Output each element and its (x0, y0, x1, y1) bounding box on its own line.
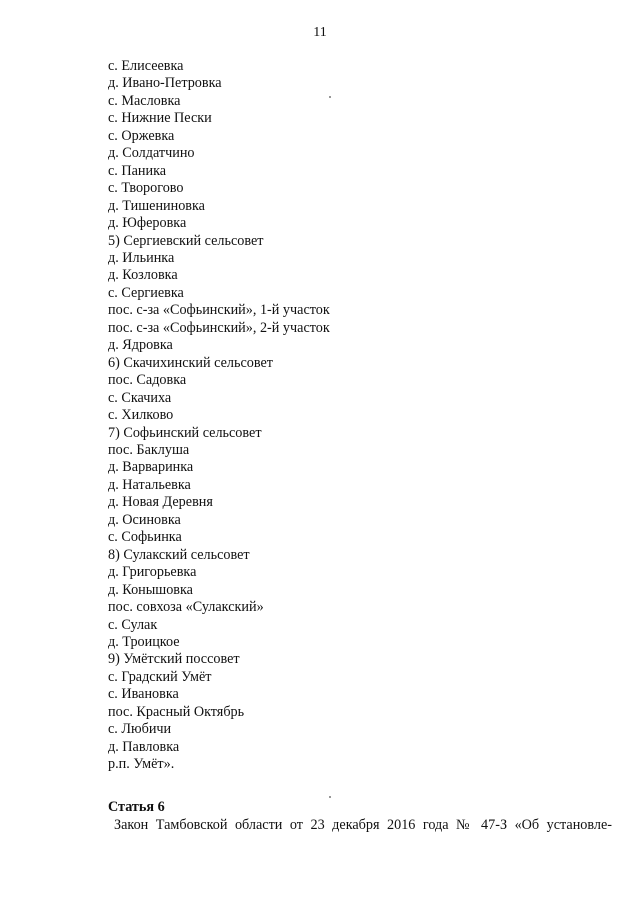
locality-item: пос. с-за «Софьинский», 2-й участок (108, 319, 330, 336)
locality-item: с. Скачиха (108, 389, 172, 406)
locality-item: д. Тишениновка (108, 197, 205, 214)
locality-item: с. Масловка (108, 92, 181, 109)
article-text: Закон Тамбовской области от 23 декабря 2016 года № 47-З «Об установле- (114, 817, 612, 833)
locality-item: д. Троицкое (108, 633, 180, 650)
council-heading: 9) Умётский поссовет (108, 651, 240, 668)
locality-item: д. Юферовка (108, 215, 187, 232)
scan-speck (329, 96, 331, 98)
council-heading: 8) Сулакский сельсовет (108, 546, 250, 563)
locality-item: с. Градский Умёт (108, 668, 212, 685)
locality-item: с. Сергиевка (108, 284, 184, 301)
locality-item: пос. Садовка (108, 372, 187, 389)
council-heading: 7) Софьинский сельсовет (108, 424, 262, 441)
locality-item: д. Козловка (108, 267, 178, 284)
locality-item: д. Григорьевка (108, 564, 197, 581)
locality-item: с. Любичи (108, 721, 172, 738)
locality-item: пос. Баклуша (108, 441, 190, 458)
locality-item: р.п. Умёт». (108, 756, 175, 773)
locality-item: д. Натальевка (108, 476, 191, 493)
locality-item: с. Ивановка (108, 686, 179, 703)
locality-item: д. Варваринка (108, 459, 194, 476)
locality-item: пос. совхоза «Сулакский» (108, 599, 264, 616)
locality-item: д. Новая Деревня (108, 494, 213, 511)
council-heading: 5) Сергиевский сельсовет (108, 232, 264, 249)
locality-item: с. Софьинка (108, 529, 182, 546)
scan-speck (329, 796, 331, 798)
locality-item: пос. с-за «Софьинский», 1-й участок (108, 302, 330, 319)
locality-item: с. Хилково (108, 407, 174, 424)
locality-item: д. Ильинка (108, 249, 175, 266)
locality-item: д. Осиновка (108, 511, 181, 528)
council-heading: 6) Скачихинский сельсовет (108, 354, 273, 371)
locality-item: д. Конышовка (108, 581, 193, 598)
locality-item: д. Ивано-Петровка (108, 75, 222, 92)
locality-item: с. Сулак (108, 616, 158, 633)
locality-item: д. Павловка (108, 738, 180, 755)
page-number: 11 (313, 25, 327, 40)
locality-item: пос. Красный Октябрь (108, 703, 245, 720)
locality-item: с. Оржевка (108, 127, 175, 144)
locality-item: д. Солдатчино (108, 145, 195, 162)
locality-list (108, 58, 330, 774)
locality-item: с. Нижние Пески (108, 110, 212, 127)
locality-item: с. Паника (108, 162, 167, 179)
locality-item: с. Творогово (108, 180, 184, 197)
locality-item: с. Елисеевка (108, 58, 184, 74)
locality-item: д. Ядровка (108, 337, 173, 354)
article-title: Статья 6 (108, 799, 165, 815)
